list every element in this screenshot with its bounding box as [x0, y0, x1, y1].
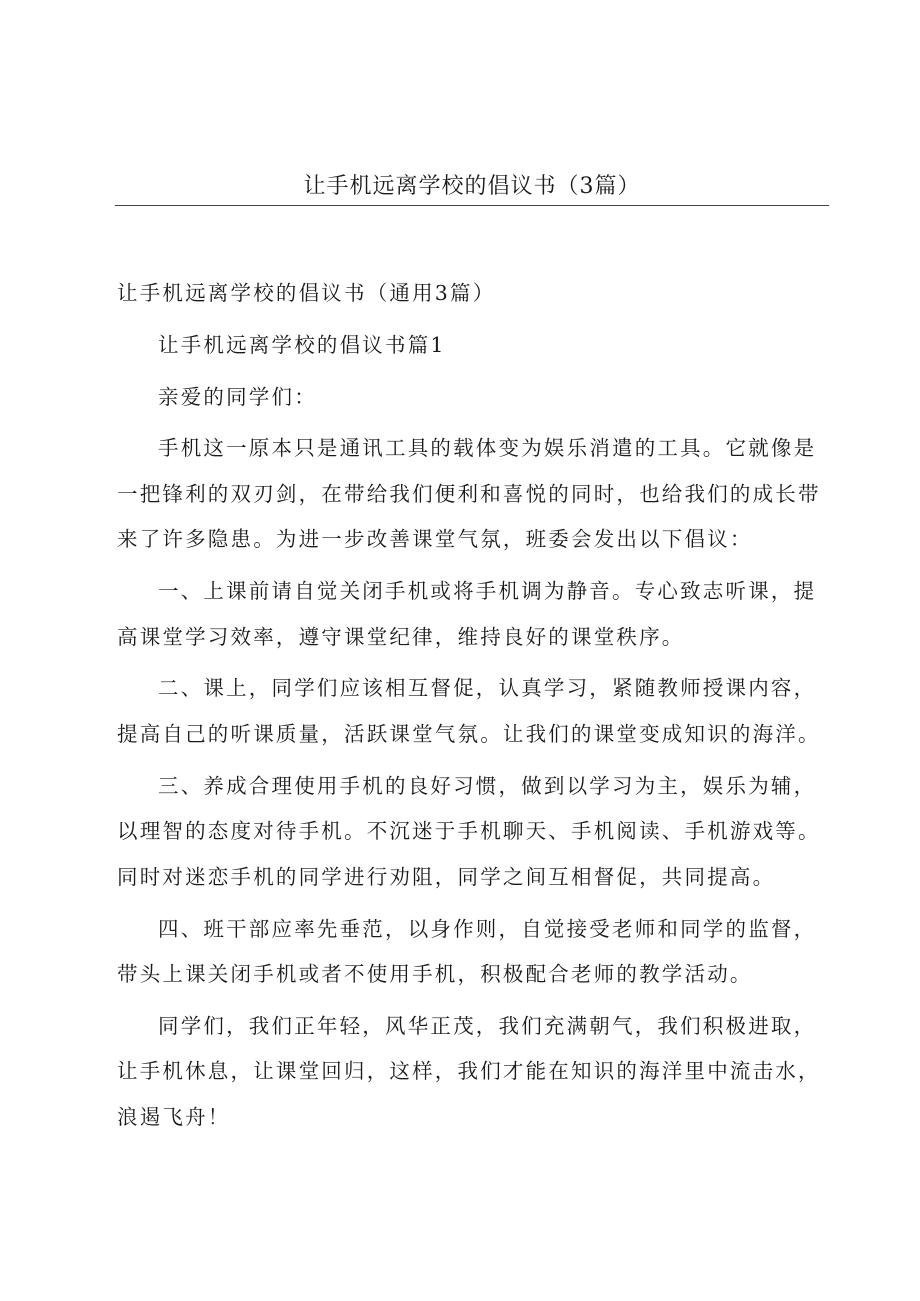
- proposal-item-4: 四、班干部应率先垂范，以身作则，自觉接受老师和同学的监督，带头上课关闭手机或者不使用手机，积极配合老师的教学活动。: [117, 916, 817, 987]
- intro-paragraph: 手机这一原本只是通讯工具的载体变为娱乐消遣的工具。它就像是一把锋利的双刃剑，在带给我们便利和喜悦的同时，也给我们的成长带来了许多隐患。为进一步改善课堂气氛，班委会发出以下倡议：: [117, 436, 821, 552]
- proposal-item-1: 一、上课前请自觉关闭手机或将手机调为静音。专心致志听课，提高课堂学习效率，遵守课堂纪律，维持良好的课堂秩序。: [117, 579, 817, 649]
- closing-paragraph: 同学们，我们正年轻，风华正茂，我们充满朝气，我们积极进取，让手机休息，让课堂回归，这样，我们才能在知识的海洋里中流击水，浪遏飞舟！: [117, 1013, 821, 1129]
- salutation: 亲爱的同学们：: [158, 384, 317, 409]
- proposal-item-3: 三、养成合理使用手机的良好习惯，做到以学习为主，娱乐为辅，以理智的态度对待手机。不沉迷于手机聊天、手机阅读、手机游戏等。同时对迷恋手机的同学进行劝阻，同学之间互相督促，共同提高。: [117, 773, 821, 889]
- proposal-item-2: 二、课上，同学们应该相互督促，认真学习，紧随教师授课内容，提高自己的听课质量，活跃课堂气氛。让我们的课堂变成知识的海洋。: [117, 676, 821, 746]
- title-underline: [115, 205, 829, 206]
- document-title: 让手机远离学校的倡议书（3篇）: [303, 174, 641, 199]
- subtitle-paragraph: 让手机远离学校的倡议书（通用3篇）: [117, 281, 496, 305]
- section-heading: 让手机远离学校的倡议书篇1: [158, 332, 446, 357]
- document-body: [117, 271, 835, 1147]
